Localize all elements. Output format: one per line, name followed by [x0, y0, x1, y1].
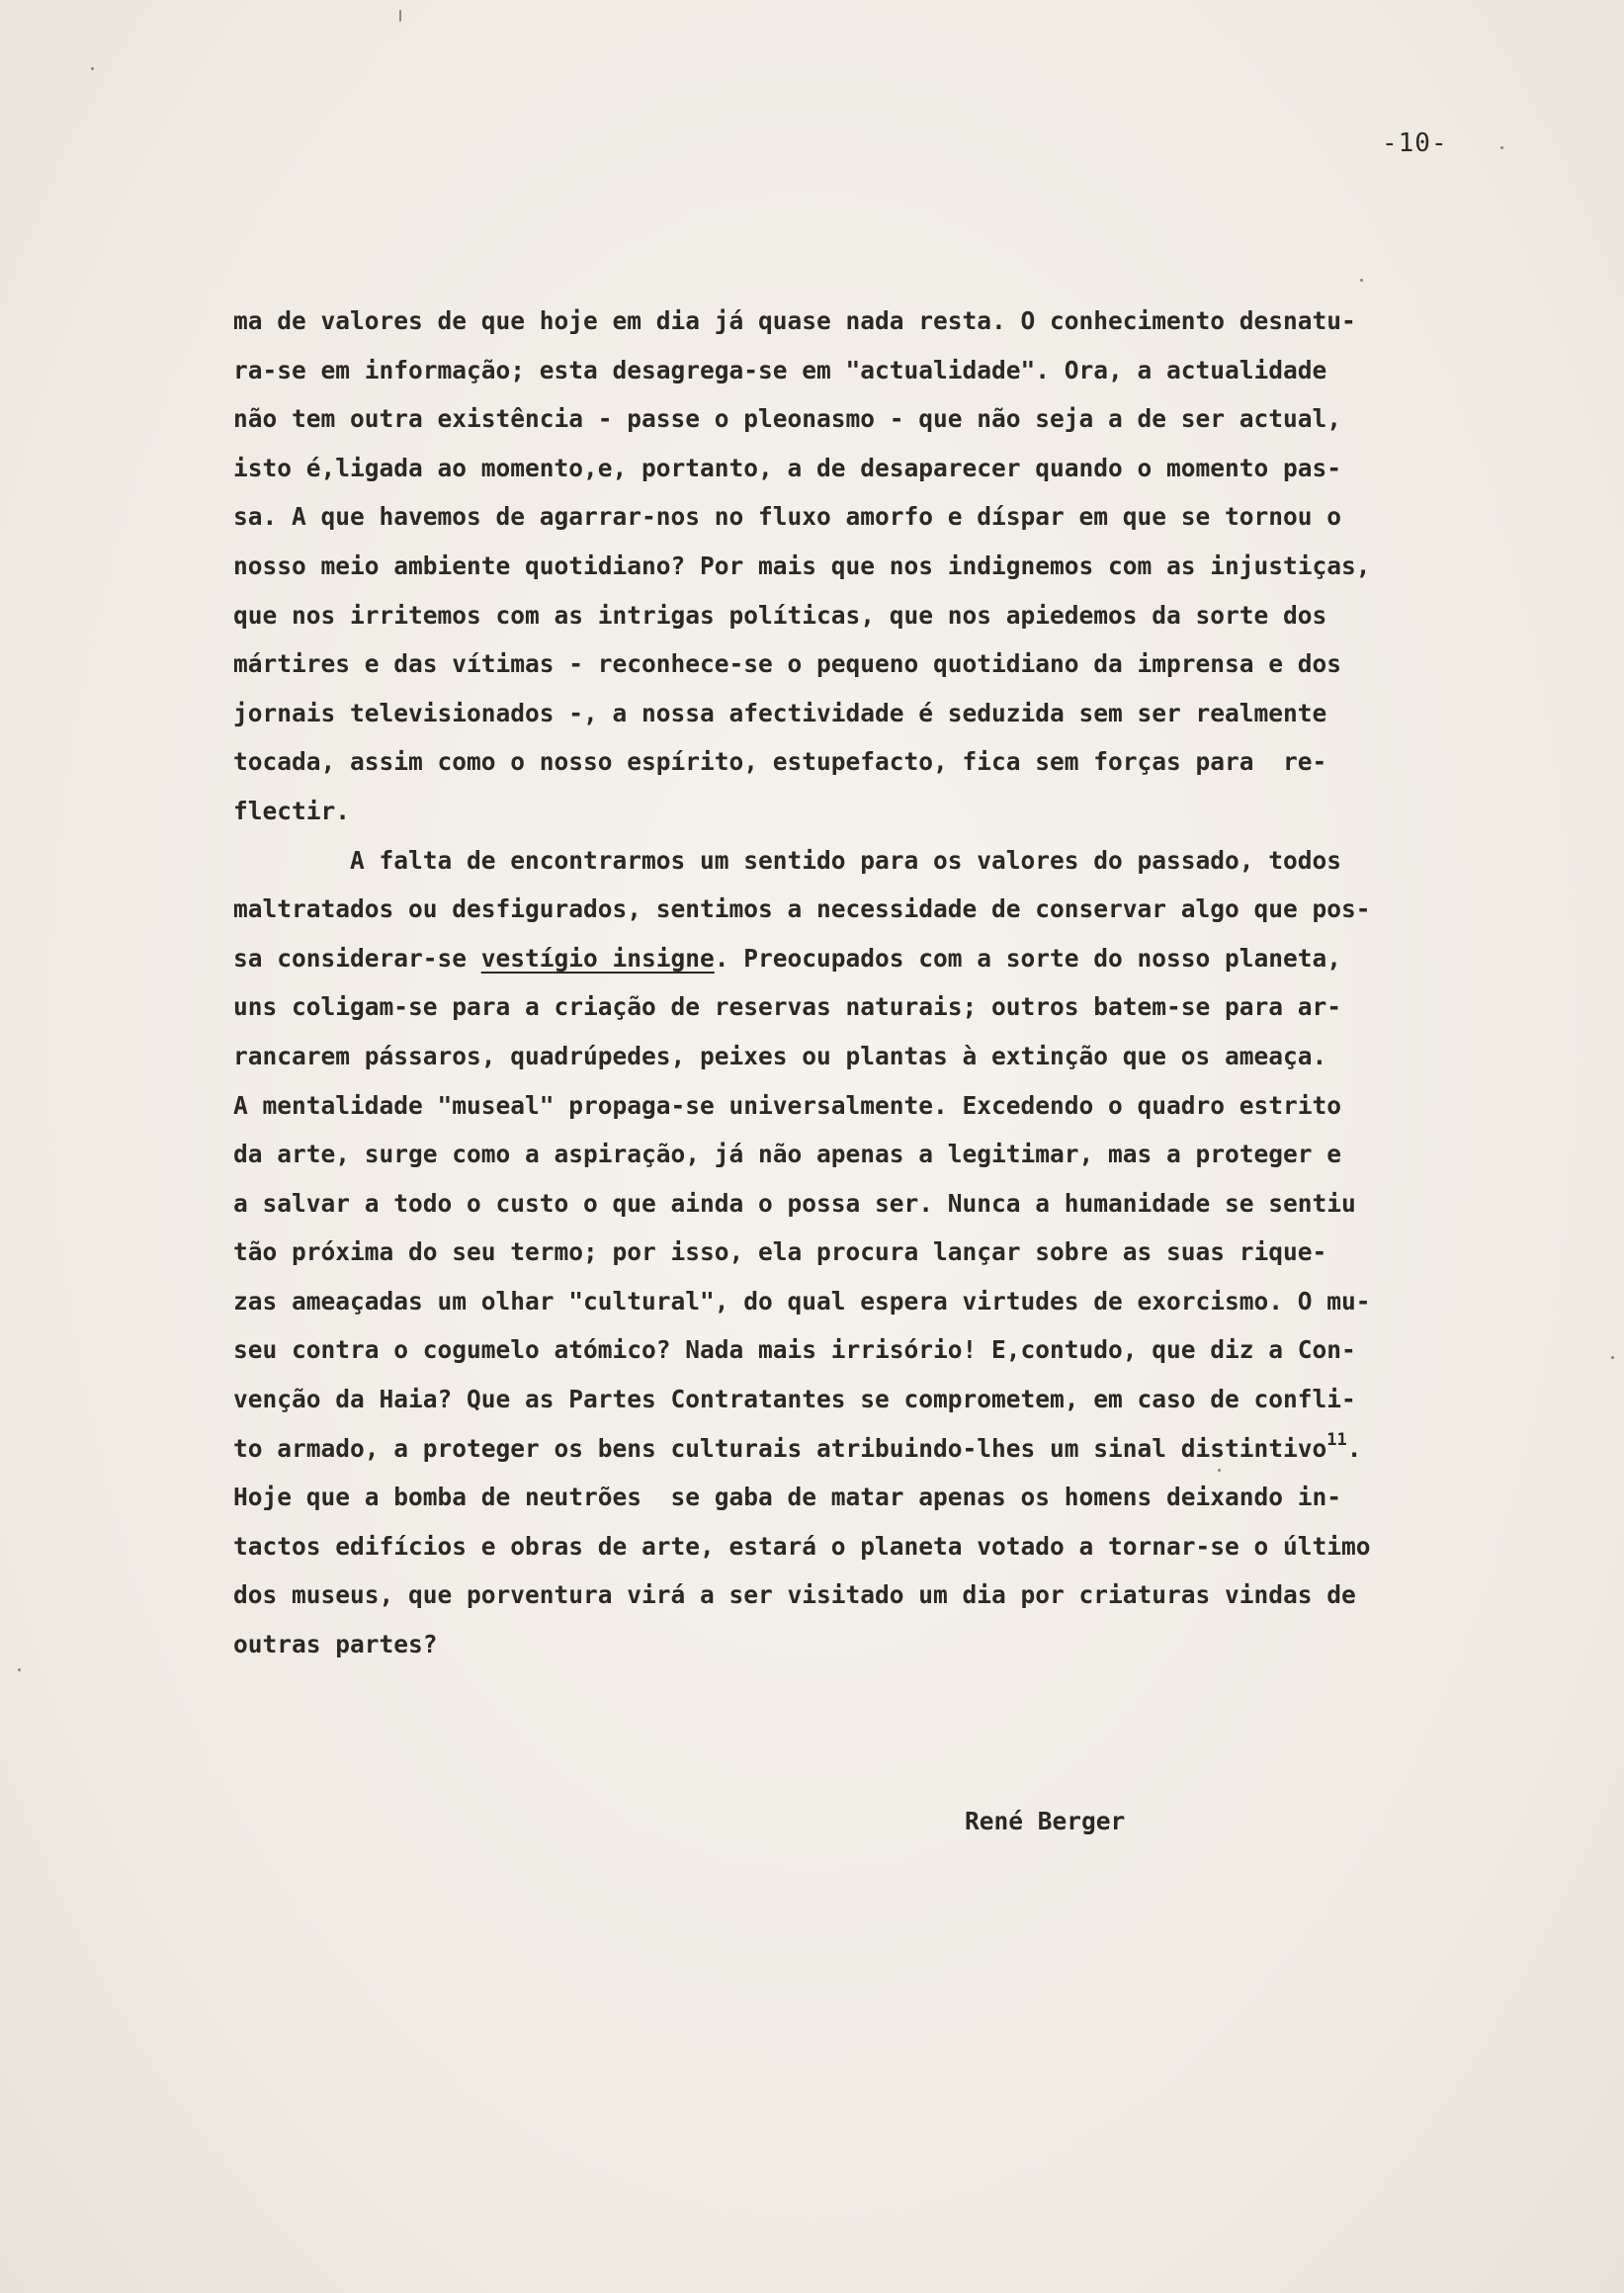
text-line: tocada, assim como o nosso espírito, estupefacto, fica sem forças para re- — [233, 747, 1327, 777]
text-line: maltratados ou desfigurados, sentimos a necessidade de conservar algo que pos- — [233, 894, 1371, 924]
paper-speck — [1360, 279, 1363, 282]
paper-speck — [399, 10, 401, 22]
text-line: a salvar a todo o custo o que ainda o possa ser. Nunca a humanidade se sentiu — [233, 1188, 1356, 1218]
text-segment: . — [1346, 1433, 1362, 1463]
text-line: outras partes? — [233, 1630, 438, 1659]
paragraph-2 — [233, 836, 1518, 1669]
paper-speck — [18, 1668, 21, 1671]
text-line: ra-se em informação; esta desagrega-se em "actualidade". Ora, a actualidade — [233, 355, 1327, 384]
text-line: não tem outra existência - passe o pleonasmo - que não seja a de ser actual, — [233, 404, 1342, 434]
text-line: A mentalidade "museal" propaga-se universalmente. Excedendo o quadro estrito — [233, 1090, 1342, 1120]
text-line — [233, 934, 1518, 983]
text-line: ma de valores de que hoje em dia já quase nada resta. O conhecimento desnatu- — [233, 306, 1356, 335]
paragraph-1 — [233, 297, 1518, 836]
text-line — [233, 1424, 1518, 1474]
paper-speck — [91, 67, 94, 70]
text-line: Hoje que a bomba de neutrões se gaba de matar apenas os homens deixando in- — [233, 1483, 1342, 1512]
footnote-marker: 11 — [1326, 1429, 1347, 1450]
text-line: tão próxima do seu termo; por isso, ela procura lançar sobre as suas rique- — [233, 1237, 1327, 1267]
author-signature: René Berger — [965, 1807, 1126, 1835]
text-line: venção da Haia? Que as Partes Contratantes se comprometem, em caso de confli- — [233, 1385, 1356, 1414]
text-line: que nos irritemos com as intrigas políticas, que nos apiedemos da sorte dos — [233, 600, 1327, 630]
text-line: sa. A que havemos de agarrar-nos no fluxo amorfo e díspar em que se tornou o — [233, 502, 1342, 532]
text-line: nosso meio ambiente quotidiano? Por mais que nos indignemos com as injustiças, — [233, 551, 1371, 580]
text-line: uns coligam-se para a criação de reservas naturais; outros batem-se para ar- — [233, 992, 1342, 1022]
paper-speck — [1500, 146, 1503, 149]
text-segment: to armado, a proteger os bens culturais atribuindo-lhes um sinal distintivo — [233, 1433, 1327, 1463]
text-line: tactos edifícios e obras de arte, estará o planeta votado a tornar-se o último — [233, 1531, 1371, 1561]
text-line: A falta de encontrarmos um sentido para os valores do passado, todos — [350, 845, 1342, 875]
underlined-phrase: vestígio insigne — [480, 943, 715, 973]
text-line: rancarem pássaros, quadrúpedes, peixes ou plantas à extinção que os ameaça. — [233, 1041, 1327, 1070]
text-line: isto é,ligada ao momento,e, portanto, a de desaparecer quando o momento pas- — [233, 453, 1342, 482]
body-text — [233, 297, 1518, 1669]
text-line: seu contra o cogumelo atómico? Nada mais irrisório! E,contudo, que diz a Con- — [233, 1335, 1356, 1365]
text-segment: sa considerar-se — [233, 943, 481, 973]
text-line: dos museus, que porventura virá a ser visitado um dia por criaturas vindas de — [233, 1580, 1356, 1610]
paper-speck — [1611, 1356, 1614, 1359]
text-segment: . Preocupados com a sorte do nosso planeta, — [714, 943, 1342, 973]
page-number: -10- — [1382, 128, 1448, 158]
text-line: zas ameaçadas um olhar "cultural", do qual espera virtudes de exorcismo. O mu- — [233, 1286, 1371, 1316]
paper-speck — [1218, 1469, 1221, 1472]
text-line: flectir. — [233, 796, 351, 825]
text-line: jornais televisionados -, a nossa afectividade é seduzida sem ser realmente — [233, 698, 1327, 727]
text-line: da arte, surge como a aspiração, já não apenas a legitimar, mas a proteger e — [233, 1140, 1342, 1169]
text-line: mártires e das vítimas - reconhece-se o pequeno quotidiano da imprensa e dos — [233, 649, 1342, 679]
